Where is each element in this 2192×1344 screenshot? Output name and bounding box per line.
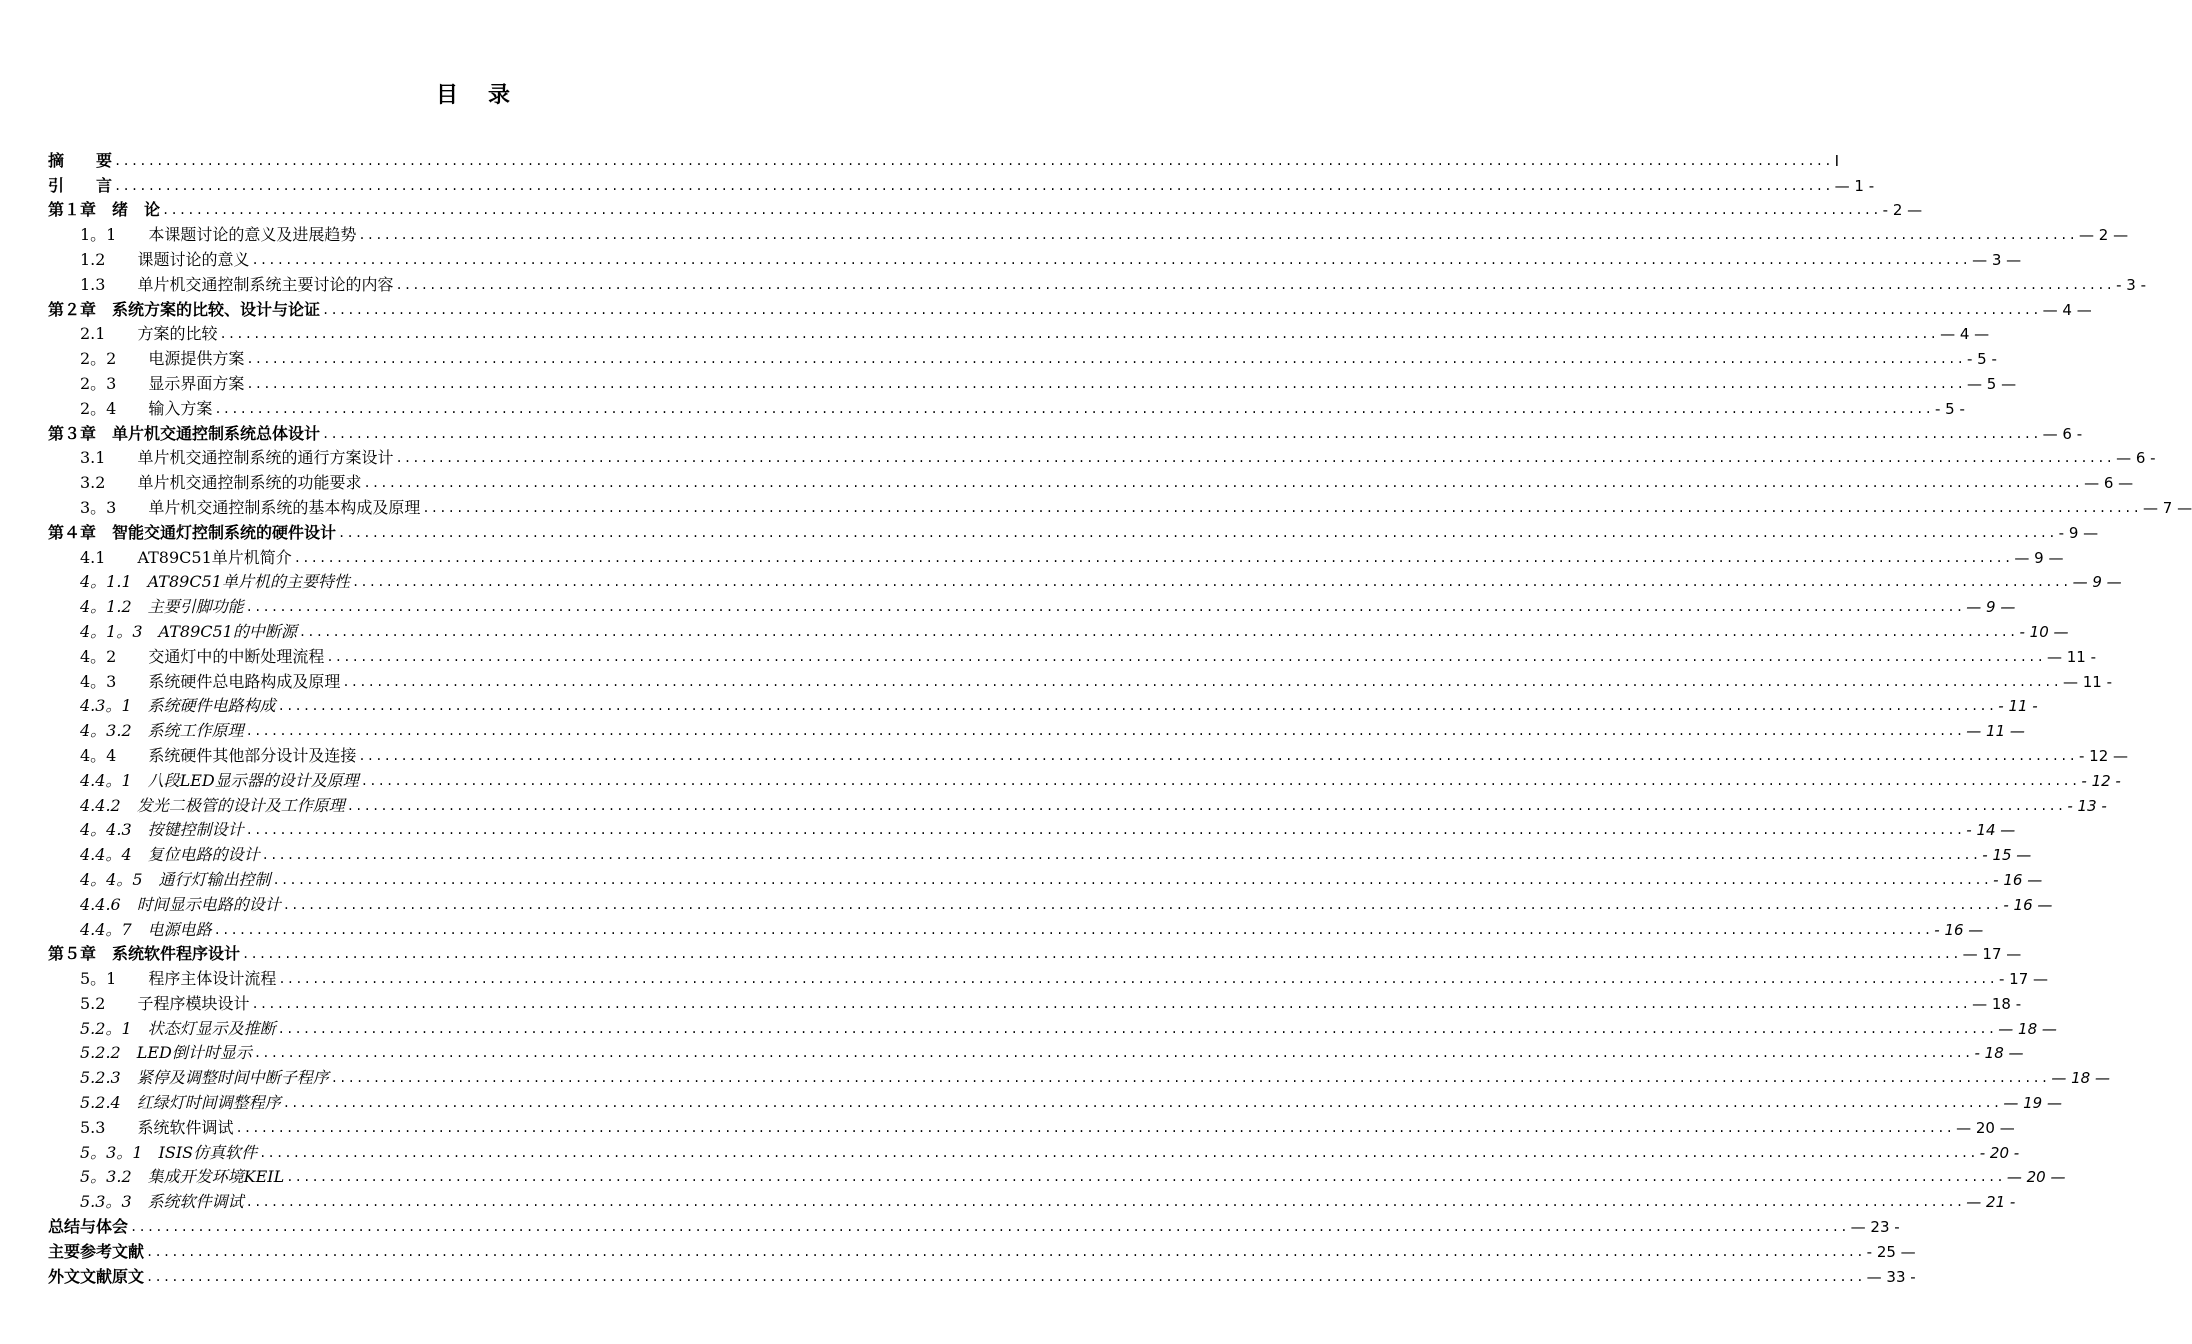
toc-entry[interactable] <box>48 568 2122 593</box>
toc-entry-label: 2。3 显示界面方案 <box>80 373 245 393</box>
toc-entry-label: 3。3 单片机交通控制系统的基本构成及原理 <box>80 497 421 517</box>
toc-entry-page: — 23 - <box>1850 1218 1900 1237</box>
toc-entry[interactable] <box>48 816 2016 841</box>
toc-entry-page: - 2 — <box>1882 201 1923 220</box>
toc-dot-leader: ............................................................................................................................................................................................................ <box>245 600 1965 615</box>
toc-entry-page: — 18 — <box>1998 1019 2057 1038</box>
toc-dot-leader: ............................................................................................................................................................................................................ <box>322 426 2041 441</box>
toc-entry[interactable] <box>48 940 2022 965</box>
toc-dot-leader: ............................................................................................................................................................................................................ <box>363 476 2083 491</box>
toc-entry[interactable] <box>48 344 1997 369</box>
toc-entry[interactable] <box>48 791 2107 816</box>
toc-entry-page: - 13 - <box>2067 796 2107 815</box>
toc-entry[interactable] <box>48 394 1965 419</box>
toc-dot-leader: ............................................................................................................................................................................................................ <box>245 1195 1965 1210</box>
toc-entry-label: 3.1 单片机交通控制系统的通行方案设计 <box>80 448 394 468</box>
toc-entry-label: 4。4。5 通行灯输出控制 <box>80 869 271 889</box>
toc-dot-leader: ............................................................................................................................................................................................................ <box>360 773 2080 788</box>
toc-entry-label: 4。4 系统硬件其他部分设计及连接 <box>80 745 357 765</box>
toc-title: 目 录 <box>435 82 514 108</box>
toc-entry-page: — 6 - <box>2116 449 2156 468</box>
toc-dot-leader: ............................................................................................................................................................................................................ <box>261 848 1981 863</box>
toc-entry-page: — 4 — <box>1940 325 1990 344</box>
toc-entry-page: — 5 — <box>1967 374 2017 393</box>
toc-entry-page: - 16 — <box>2003 895 2053 914</box>
toc-entry-page: — 2 — <box>2079 226 2129 245</box>
toc-entry-label: 4.3。1 系统硬件电路构成 <box>80 696 276 716</box>
toc-entry-label: 5.2.3 紧停及调整时间中断子程序 <box>80 1068 329 1088</box>
toc-dot-leader: ............................................................................................................................................................................................................ <box>219 327 1939 342</box>
toc-entry-label: 5.2.2 LED倒计时显示 <box>80 1043 252 1063</box>
toc-dot-leader: ............................................................................................................................................................................................................ <box>130 1220 1849 1235</box>
toc-entry-page: - 15 — <box>1982 846 2032 865</box>
toc-entry-page: — 18 - <box>1972 994 2022 1013</box>
toc-entry-page: - 9 — <box>2058 523 2099 542</box>
toc-entry-page: - 17 — <box>1999 970 2049 989</box>
toc-entry[interactable] <box>48 270 2146 295</box>
toc-dot-leader: ............................................................................................................................................................................................................ <box>338 525 2057 540</box>
toc-entry-label: 3.2 单片机交通控制系统的功能要求 <box>80 473 362 493</box>
toc-entry-page: - 16 — <box>1934 920 1984 939</box>
toc-dot-leader: ............................................................................................................................................................................................................ <box>242 947 1961 962</box>
toc-dot-leader: ............................................................................................................................................................................................................ <box>114 153 1833 168</box>
toc-dot-leader: ............................................................................................................................................................................................................ <box>395 451 2115 466</box>
toc-dot-leader: ............................................................................................................................................................................................................ <box>245 724 1965 739</box>
toc-entry-page: - 3 - <box>2116 275 2146 294</box>
toc-entry[interactable] <box>48 146 1840 171</box>
toc-entry-label: 外文文献原文 <box>48 1266 145 1286</box>
toc-entry-page: - 11 - <box>1998 697 2038 716</box>
toc-entry-label: 4.4。4 复位电路的设计 <box>80 845 260 865</box>
toc-entry[interactable] <box>48 1088 2062 1113</box>
toc-dot-leader: ............................................................................................................................................................................................................ <box>322 302 2041 317</box>
toc-entry-label: 5.3 系统软件调试 <box>80 1117 234 1137</box>
toc-entry-label: 5。3。1 ISIS仿真软件 <box>80 1142 258 1162</box>
toc-entry-page: — 17 — <box>1962 945 2022 964</box>
toc-entry[interactable] <box>48 642 2097 667</box>
toc-entry-label: 1.3 单片机交通控制系统主要讨论的内容 <box>80 274 394 294</box>
toc-entry-label: 1。1 本课题讨论的意义及进展趋势 <box>80 225 357 245</box>
toc-entry[interactable] <box>48 1212 1900 1237</box>
toc-dot-leader: ............................................................................................................................................................................................................ <box>162 203 1881 218</box>
toc-dot-leader: ............................................................................................................................................................................................................ <box>251 996 1971 1011</box>
toc-entry[interactable] <box>48 493 2192 518</box>
toc-entry-page: — 9 — <box>2014 548 2064 567</box>
toc-entry-label: 5.2。1 状态灯显示及推断 <box>80 1018 276 1038</box>
toc-entry[interactable] <box>48 444 2156 469</box>
toc-entry-label: 4。1。3 AT89C51的中断源 <box>80 621 297 641</box>
toc-dot-leader: ............................................................................................................................................................................................................ <box>278 972 1997 987</box>
toc-entry-page: — 7 — <box>2143 498 2192 517</box>
toc-entry-page: — 9 — <box>1966 598 2016 617</box>
toc-entry[interactable] <box>48 171 1875 196</box>
toc-dot-leader: ............................................................................................................................................................................................................ <box>245 823 1965 838</box>
toc-entry[interactable] <box>48 617 2069 642</box>
toc-entry[interactable] <box>48 196 1923 221</box>
toc-entry-page: - 16 — <box>1993 870 2043 889</box>
toc-entry[interactable] <box>48 1237 1916 1262</box>
toc-entry-label: 第１章 绪 论 <box>48 200 161 220</box>
toc-entry[interactable] <box>48 1014 2057 1039</box>
toc-entry-page: - 12 — <box>2079 746 2129 765</box>
toc-entry-label: 4.1 AT89C51单片机简介 <box>80 547 292 567</box>
toc-entry-label: 4。4.3 按键控制设计 <box>80 820 244 840</box>
toc-dot-leader: ............................................................................................................................................................................................................ <box>282 1096 2002 1111</box>
toc-entry-page: — 11 - <box>2063 672 2113 691</box>
toc-entry-label: 5.3。3 系统软件调试 <box>80 1192 244 1212</box>
toc-entry-label: 第３章 单片机交通控制系统总体设计 <box>48 423 321 443</box>
toc-entry[interactable] <box>48 419 2083 444</box>
toc-entry-label: 主要参考文献 <box>48 1241 145 1261</box>
toc-entry-page: — 6 — <box>2084 474 2134 493</box>
toc-entry-label: 4.4。1 八段LED显示器的设计及原理 <box>80 770 359 790</box>
toc-entry-label: 4。2 交通灯中的中断处理流程 <box>80 646 325 666</box>
toc-entry-page: — 21 - <box>1966 1193 2016 1212</box>
toc-dot-leader: ............................................................................................................................................................................................................ <box>213 922 1933 937</box>
toc-dot-leader: ............................................................................................................................................................................................................ <box>253 1046 1973 1061</box>
toc-entry[interactable] <box>48 220 2129 245</box>
toc-entry[interactable] <box>48 840 2032 865</box>
toc-dot-leader: ............................................................................................................................................................................................................ <box>326 649 2045 664</box>
toc-entry-page: — 11 — <box>1966 722 2025 741</box>
toc-dot-leader: ............................................................................................................................................................................................................ <box>342 674 2061 689</box>
toc-entry-page: — 11 - <box>2047 647 2097 666</box>
toc-entry[interactable] <box>48 766 2121 791</box>
toc-entry[interactable] <box>48 716 2025 741</box>
toc-dot-leader: ............................................................................................................................................................................................................ <box>330 1071 2050 1086</box>
toc-entry-label: 第４章 智能交通灯控制系统的硬件设计 <box>48 522 337 542</box>
toc-entry-label: 4。1.1 AT89C51单片机的主要特性 <box>80 572 350 592</box>
toc-entry[interactable] <box>48 1187 2016 1212</box>
toc-dot-leader: ............................................................................................................................................................................................................ <box>358 228 2077 243</box>
toc-entry[interactable] <box>48 295 2092 320</box>
toc-entry-page: — 20 — <box>1956 1118 2015 1137</box>
toc-dot-leader: ............................................................................................................................................................................................................ <box>114 178 1833 193</box>
toc-entry[interactable] <box>48 468 2134 493</box>
toc-entry-page: - 5 - <box>1935 399 1965 418</box>
toc-entry-page: — 20 — <box>2006 1168 2066 1187</box>
toc-dot-leader: ............................................................................................................................................................................................................ <box>277 1021 1997 1036</box>
toc-entry-label: 5.2.4 红绿灯时间调整程序 <box>80 1093 281 1113</box>
toc-entry-label: 4。3.2 系统工作原理 <box>80 721 244 741</box>
toc-entry[interactable] <box>48 1163 2066 1188</box>
toc-dot-leader: ............................................................................................................................................................................................................ <box>358 748 2077 763</box>
toc-dot-leader: ............................................................................................................................................................................................................ <box>146 1269 1865 1284</box>
toc-entry[interactable] <box>48 543 2064 568</box>
toc-entry-page: - 12 - <box>2081 771 2121 790</box>
toc-dot-leader: ............................................................................................................................................................................................................ <box>272 872 1992 887</box>
toc-entry[interactable] <box>48 989 2022 1014</box>
toc-dot-leader: ............................................................................................................................................................................................................ <box>286 1170 2005 1185</box>
toc-entry-label: 5.2 子程序模块设计 <box>80 993 250 1013</box>
toc-dot-leader: ............................................................................................................................................................................................................ <box>246 352 1965 367</box>
toc-entry-page: - 20 - <box>1979 1143 2020 1162</box>
toc-entry[interactable] <box>48 1262 1916 1287</box>
toc-entry-label: 第２章 系统方案的比较、设计与论证 <box>48 299 321 319</box>
toc-entry[interactable] <box>48 518 2099 543</box>
toc-entry-page: — 19 — <box>2003 1094 2062 1113</box>
toc-dot-leader: ............................................................................................................................................................................................................ <box>214 401 1933 416</box>
toc-entry-label: 4.4.2 发光二极管的设计及工作原理 <box>80 795 345 815</box>
toc-list <box>48 146 2192 1287</box>
toc-entry-label: 4。1.2 主要引脚功能 <box>80 597 244 617</box>
toc-dot-leader: ............................................................................................................................................................................................................ <box>251 252 1971 267</box>
toc-entry-label: 4。3 系统硬件总电路构成及原理 <box>80 671 341 691</box>
toc-entry-page: — 18 — <box>2051 1069 2110 1088</box>
toc-dot-leader: ............................................................................................................................................................................................................ <box>293 550 2013 565</box>
toc-entry-page: — 1 - <box>1834 176 1875 195</box>
toc-entry-page: - 10 — <box>2019 622 2069 641</box>
toc-entry-label: 4.4.6 时间显示电路的设计 <box>80 894 281 914</box>
toc-entry-label: 2.1 方案的比较 <box>80 324 218 344</box>
toc-entry[interactable] <box>48 667 2113 692</box>
toc-entry-label: 4.4。7 电源电路 <box>80 919 212 939</box>
toc-entry-page: — 3 — <box>1972 250 2022 269</box>
toc-entry-label: 引 言 <box>48 175 113 195</box>
toc-entry[interactable] <box>48 1138 2020 1163</box>
toc-entry-page: — 9 — <box>2072 573 2122 592</box>
toc-entry-page: - 14 — <box>1966 821 2016 840</box>
toc-dot-leader: ............................................................................................................................................................................................................ <box>422 500 2141 515</box>
toc-entry[interactable] <box>48 1039 2024 1064</box>
toc-entry[interactable] <box>48 915 1984 940</box>
toc-entry[interactable] <box>48 890 2053 915</box>
toc-entry-page: - 5 - <box>1967 350 1997 369</box>
toc-dot-leader: ............................................................................................................................................................................................................ <box>246 376 1965 391</box>
toc-entry[interactable] <box>48 592 2016 617</box>
toc-entry-page: - 18 — <box>1974 1044 2024 1063</box>
toc-entry-page: I <box>1834 151 1840 170</box>
toc-entry[interactable] <box>48 245 2022 270</box>
toc-dot-leader: ............................................................................................................................................................................................................ <box>146 1244 1865 1259</box>
toc-dot-leader: ............................................................................................................................................................................................................ <box>351 575 2071 590</box>
toc-entry[interactable] <box>48 1063 2110 1088</box>
toc-dot-leader: ............................................................................................................................................................................................................ <box>346 798 2066 813</box>
toc-entry-label: 2。4 输入方案 <box>80 398 213 418</box>
toc-dot-leader: ............................................................................................................................................................................................................ <box>298 624 2018 639</box>
toc-entry[interactable] <box>48 964 2049 989</box>
toc-entry[interactable] <box>48 320 1990 345</box>
toc-dot-leader: ............................................................................................................................................................................................................ <box>395 277 2115 292</box>
toc-dot-leader: ............................................................................................................................................................................................................ <box>259 1145 1978 1160</box>
toc-entry-page: — 33 - <box>1866 1267 1916 1286</box>
toc-entry[interactable] <box>48 1113 2015 1138</box>
toc-entry-label: 5。1 程序主体设计流程 <box>80 969 277 989</box>
toc-entry-label: 摘 要 <box>48 150 113 170</box>
toc-entry-label: 总结与体会 <box>48 1217 129 1237</box>
toc-entry-page: - 25 — <box>1866 1242 1916 1261</box>
toc-entry-label: 第５章 系统软件程序设计 <box>48 944 241 964</box>
toc-dot-leader: ............................................................................................................................................................................................................ <box>277 699 1997 714</box>
toc-dot-leader: ............................................................................................................................................................................................................ <box>282 897 2002 912</box>
toc-dot-leader: ............................................................................................................................................................................................................ <box>235 1120 1955 1135</box>
toc-entry[interactable] <box>48 692 2038 717</box>
toc-entry[interactable] <box>48 741 2129 766</box>
toc-entry-label: 2。2 电源提供方案 <box>80 349 245 369</box>
toc-entry-page: — 6 - <box>2042 424 2083 443</box>
toc-entry[interactable] <box>48 865 2043 890</box>
toc-entry[interactable] <box>48 369 2017 394</box>
toc-entry-page: — 4 — <box>2042 300 2092 319</box>
toc-entry-label: 1.2 课题讨论的意义 <box>80 249 250 269</box>
toc-entry-label: 5。3.2 集成开发环境KEIL <box>80 1167 285 1187</box>
